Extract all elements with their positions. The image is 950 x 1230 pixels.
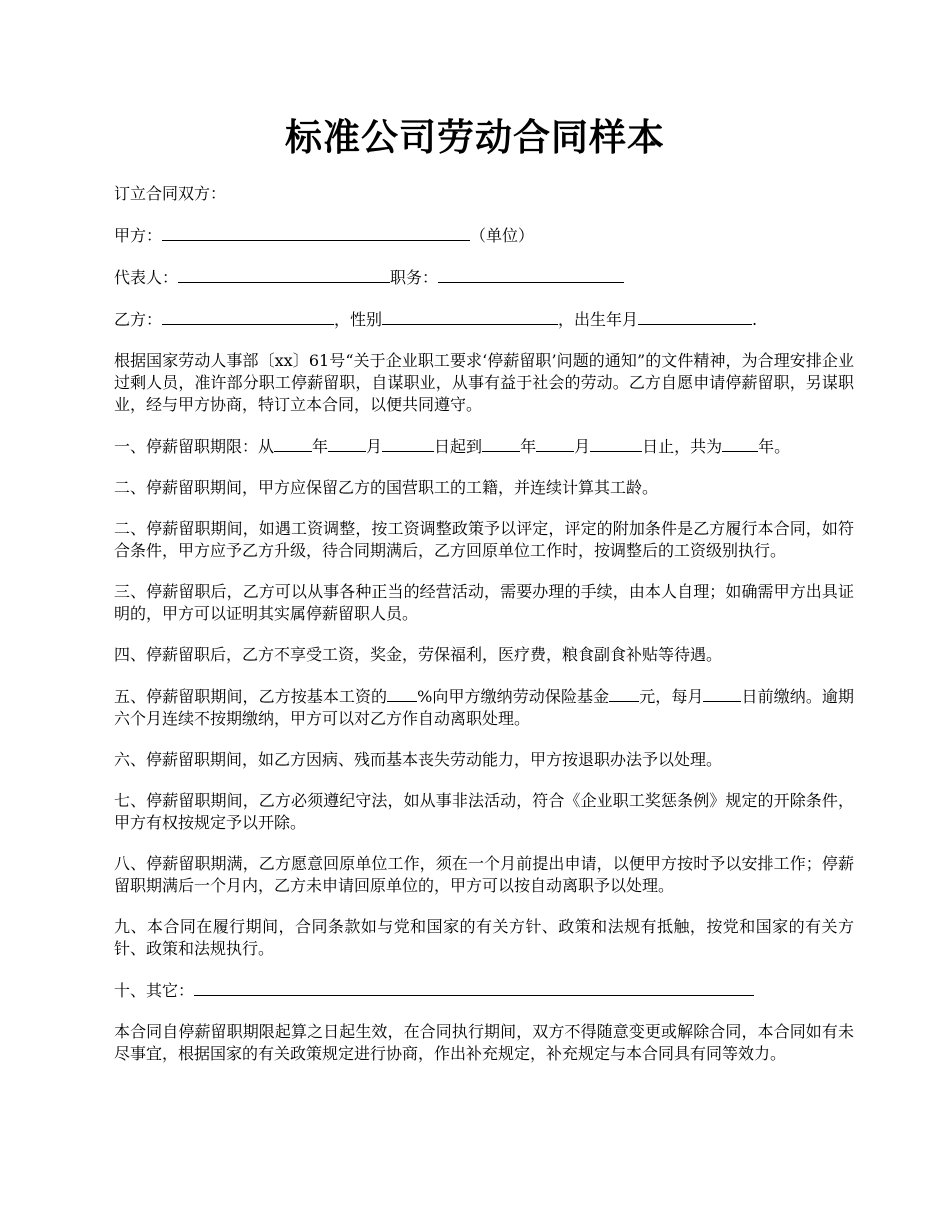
clause-5-prefix: 五、停薪留职期间，乙方按基本工资的 xyxy=(114,687,388,706)
party-a-line xyxy=(114,224,854,247)
document-body xyxy=(114,183,854,1084)
clause-2b: 二、停薪留职期间，如遇工资调整，按工资调整政策予以评定，评定的附加条件是乙方履行本合同，如符合条件，甲方应予乙方升级，待合同期满后，乙方回原单位工作时，按调整后的工资级别执行。 xyxy=(114,519,854,560)
party-a-blank[interactable] xyxy=(162,224,470,241)
clause-1-month1: 月 xyxy=(366,437,383,456)
position-blank[interactable] xyxy=(438,266,624,283)
position-label: 职务： xyxy=(390,268,439,287)
party-b-label: 乙方： xyxy=(114,310,163,329)
end-year-blank[interactable] xyxy=(482,435,520,452)
clause-9: 九、本合同在履行期间，合同条款如与党和国家的有关方针、政策和法规有抵触，按党和国家的有关方针、政策和法规执行。 xyxy=(114,917,854,958)
start-month-blank[interactable] xyxy=(328,435,366,452)
representative-label: 代表人： xyxy=(114,268,179,287)
intro-line: 订立合同双方： xyxy=(114,184,227,203)
birth-blank[interactable] xyxy=(638,308,752,325)
clause-5-percent: %向甲方缴纳劳动保险基金 xyxy=(417,687,610,706)
party-b-line xyxy=(114,308,854,331)
closing-paragraph: 本合同自停薪留职期限起算之日起生效，在合同执行期间，双方不得随意变更或解除合同，本合同如有未尽事宜，根据国家的有关政策规定进行协商，作出补充规定，补充规定与本合同具有同等效力。 xyxy=(114,1022,854,1063)
clause-5-day: 日 xyxy=(741,687,758,706)
end-day-blank[interactable] xyxy=(590,435,642,452)
clause-1-month2: 月 xyxy=(574,437,591,456)
clause-1-prefix: 一、停薪留职期限：从 xyxy=(114,437,275,456)
clause-3: 三、停薪留职后，乙方可以从事各种正当的经营活动，需要办理的手续，由本人自理；如确需甲方出具证明的，甲方可以证明其实属停薪留职人员。 xyxy=(114,582,854,623)
start-day-blank[interactable] xyxy=(382,435,434,452)
birth-label: ，出生年月 xyxy=(558,310,639,329)
clause-1-year-total: 年。 xyxy=(758,437,791,456)
clause-1 xyxy=(114,435,854,458)
party-b-end: . xyxy=(752,310,758,329)
clause-5-yuan: 元，每月 xyxy=(639,687,704,706)
party-a-label: 甲方： xyxy=(114,226,163,245)
clause-6: 六、停薪留职期间，如乙方因病、残而基本丧失劳动能力，甲方按退职办法予以处理。 xyxy=(114,750,723,769)
start-year-blank[interactable] xyxy=(274,435,312,452)
party-b-blank[interactable] xyxy=(162,308,334,325)
party-a-suffix: （单位） xyxy=(470,226,535,245)
clause-1-year2: 年 xyxy=(520,437,537,456)
clause-2a: 二、停薪留职期间，甲方应保留乙方的国营职工的工籍，并连续计算其工龄。 xyxy=(114,478,659,497)
clause-1-year1: 年 xyxy=(312,437,329,456)
clause-10 xyxy=(114,979,854,1002)
gender-label: ，性别 xyxy=(334,310,383,329)
end-month-blank[interactable] xyxy=(536,435,574,452)
representative-blank[interactable] xyxy=(178,266,390,283)
preamble-paragraph: 根据国家劳动人事部〔xx〕61号“关于企业职工要求‘停薪留职’问题的通知”的文件精神，为合理安排企业过剩人员，准许部分职工停薪留职，自谋职业，从事有益于社会的劳动。乙方自愿申请停薪留职，另谋职业，经与甲方协商，特订立本合同，以便共同遵守。 xyxy=(114,351,854,414)
clause-1-day-start: 日起到 xyxy=(434,437,483,456)
clause-10-label: 十、其它： xyxy=(114,981,195,1000)
representative-line xyxy=(114,266,854,289)
other-terms-blank[interactable] xyxy=(194,979,754,996)
yuan-blank[interactable] xyxy=(609,685,639,702)
clause-4: 四、停薪留职后，乙方不享受工资，奖金，劳保福利，医疗费，粮食副食补贴等待遇。 xyxy=(114,645,723,664)
percent-blank[interactable] xyxy=(387,685,417,702)
clause-7: 七、停薪留职期间，乙方必须遵纪守法，如从事非法活动，符合《企业职工奖惩条例》规定的开除条件，甲方有权按规定予以开除。 xyxy=(114,791,854,832)
clause-8: 八、停薪留职期满，乙方愿意回原单位工作，须在一个月前提出申请，以便甲方按时予以安排工作；停薪留职期满后一个月内，乙方未申请回原单位的，甲方可以按自动离职予以处理。 xyxy=(114,854,854,895)
clause-1-day-end: 日止，共为 xyxy=(642,437,723,456)
document-title: 标准公司劳动合同样本 xyxy=(285,115,665,159)
gender-blank[interactable] xyxy=(382,308,558,325)
clause-5 xyxy=(114,685,854,730)
pay-day-blank[interactable] xyxy=(703,685,741,702)
total-years-blank[interactable] xyxy=(722,435,758,452)
clause-5-rest: 前缴纳。逾期六个月连续不按期缴纳，甲方可以对乙方作自动离职处理。 xyxy=(114,687,854,728)
